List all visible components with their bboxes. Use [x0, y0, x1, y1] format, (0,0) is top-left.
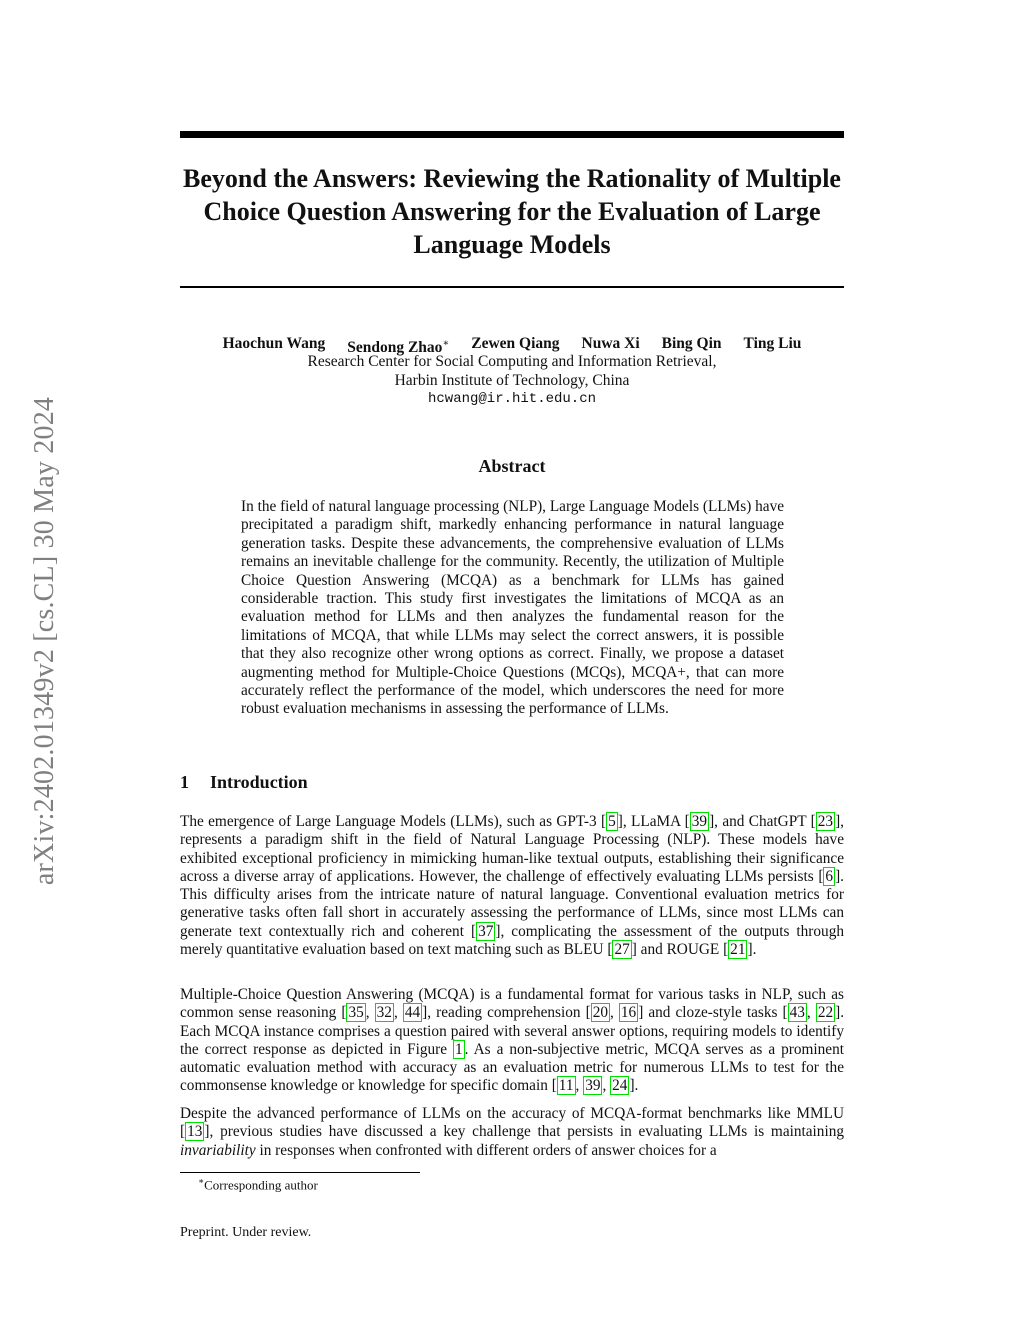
- section-number: 1: [180, 772, 189, 792]
- preprint-note: Preprint. Under review.: [180, 1225, 312, 1240]
- affiliation-line: Harbin Institute of Technology, China: [394, 371, 630, 389]
- citation-link[interactable]: 16: [620, 1004, 637, 1022]
- citation-link[interactable]: 39: [585, 1077, 601, 1095]
- author: Haochun Wang: [222, 335, 326, 352]
- footnote-rule: [180, 1172, 420, 1173]
- corresponding-mark: ∗: [442, 338, 450, 349]
- citation-link[interactable]: 44: [404, 1004, 421, 1022]
- citation-link[interactable]: 6: [825, 867, 834, 885]
- author: Sendong Zhao∗: [347, 338, 450, 357]
- intro-paragraph-1: The emergence of Large Language Models (LLMs), such as GPT-3 [ 5 ], LLaMA [ 39 ], and ChatGPT [ 23 ], represents a paradigm shift in the field of Natural Language Processing (NLP). These models have exhibited exceptional proficiency in mimicking human-like textual outputs, establishing their significance across a diverse array of applications. However, the challenge of effectively evaluating LLMs persists [ 6 ]. This difficulty arises from the intricate nature of natural language. Conventional evaluation metrics for generative tasks often fall short in accurately assessing the performance of LLMs, since most LLMs can generate text contextually rich and coherent [ 37 ], complicating the assessment of the outputs through merely quantitative evaluation based on text matching such as BLEU [ 27 ] and ROUGE [ 21 ].: [180, 813, 844, 959]
- citation-link[interactable]: 5: [608, 813, 616, 830]
- citation-link[interactable]: 23: [817, 813, 834, 830]
- affiliation-line: Research Center for Social Computing and Information Retrieval,: [307, 353, 717, 370]
- citation-link[interactable]: 22: [817, 1004, 834, 1022]
- emphasis: invariability: [180, 1141, 256, 1159]
- affiliation: [180, 353, 844, 409]
- paper-title: Beyond the Answers: Reviewing the Rationality of Multiple Choice Question Answering for the Evaluation of Large Language Models: [183, 164, 841, 259]
- citation-link[interactable]: 20: [592, 1004, 608, 1022]
- citation-link[interactable]: 24: [612, 1077, 628, 1095]
- author: Ting Liu: [743, 335, 802, 352]
- citation-link[interactable]: 35: [348, 1004, 364, 1022]
- intro-paragraph-2: Multiple-Choice Question Answering (MCQA) is a fundamental format for various tasks in NLP, such as common sense reasoning [ 35 , 32 , 44 ], reading comprehension [ 20 , 16 ] and cloze-style tasks [ 43 , 22 ]. Each MCQA instance comprises a question paired with several answer options, requiring models to identify the correct response as depicted in Figure 1 . As a non-subjective metric, MCQA serves as a prominent automatic evaluation method with accuracy as an evaluation metric for numerous LLMs to test for the commonsense knowledge or knowledge for specific domain [ 11 , 39 , 24 ].: [180, 986, 845, 1095]
- citation-link[interactable]: 32: [376, 1004, 392, 1022]
- abstract-heading: Abstract: [478, 456, 546, 476]
- citation-link[interactable]: 11: [558, 1077, 574, 1095]
- citation-link[interactable]: 39: [691, 813, 708, 830]
- footnote-text: Corresponding author: [204, 1177, 318, 1193]
- section-title: Introduction: [210, 772, 308, 792]
- citation-link[interactable]: 27: [614, 941, 630, 959]
- author-email: hcwang@ir.hit.edu.cn: [427, 391, 597, 407]
- arxiv-sidebar: [30, 343, 60, 939]
- author: Zewen Qiang: [471, 335, 560, 352]
- citation-link[interactable]: 21: [730, 941, 746, 959]
- intro-paragraph-3: Despite the advanced performance of LLMs on the accuracy of MCQA-format benchmarks like MMLU [ 13 ], previous studies have discussed a key challenge that persists in evaluating LLMs is maintaining invariability in responses when confronted with different orders of answer choices for a: [180, 1105, 844, 1159]
- citation-link[interactable]: 37: [478, 922, 494, 940]
- footnote: [198, 1176, 318, 1193]
- arxiv-identifier: arXiv:2402.01349v2 [cs.CL] 30 May 2024: [29, 396, 60, 886]
- abstract-text: In the field of natural language processing (NLP), Large Language Models (LLMs) have precipitated a paradigm shift, markedly enhancing performance in natural language generation tasks. Despite these advancements, the comprehensive evaluation of LLMs remains an inevitable challenge for the community. Recently, the utilization of Multiple Choice Question Answering (MCQA) as a benchmark for LLMs has gained considerable traction. This study first investigates the limitations of MCQA as an evaluation method for LLMs and then analyzes the fundamental reason for the limitations of MCQA, that while LLMs may select the correct answers, it is possible that they also recognize other wrong options as correct. Finally, we propose a dataset augmenting method for Multiple-Choice Questions (MCQs), MCQA+, that can more accurately reflect the performance of the model, which underscores the need for more robust evaluation mechanisms in assessing the performance of LLMs.: [241, 498, 785, 718]
- title-top-rule: [180, 131, 844, 138]
- author: Nuwa Xi: [581, 335, 640, 352]
- citation-link[interactable]: 13: [187, 1123, 203, 1141]
- title-bottom-rule: [180, 286, 844, 288]
- author: Bing Qin: [661, 335, 722, 352]
- figure-link[interactable]: 1: [455, 1040, 463, 1058]
- citation-link[interactable]: 43: [789, 1004, 805, 1022]
- section-heading: [180, 772, 844, 793]
- footnote-mark: ∗: [198, 1176, 205, 1186]
